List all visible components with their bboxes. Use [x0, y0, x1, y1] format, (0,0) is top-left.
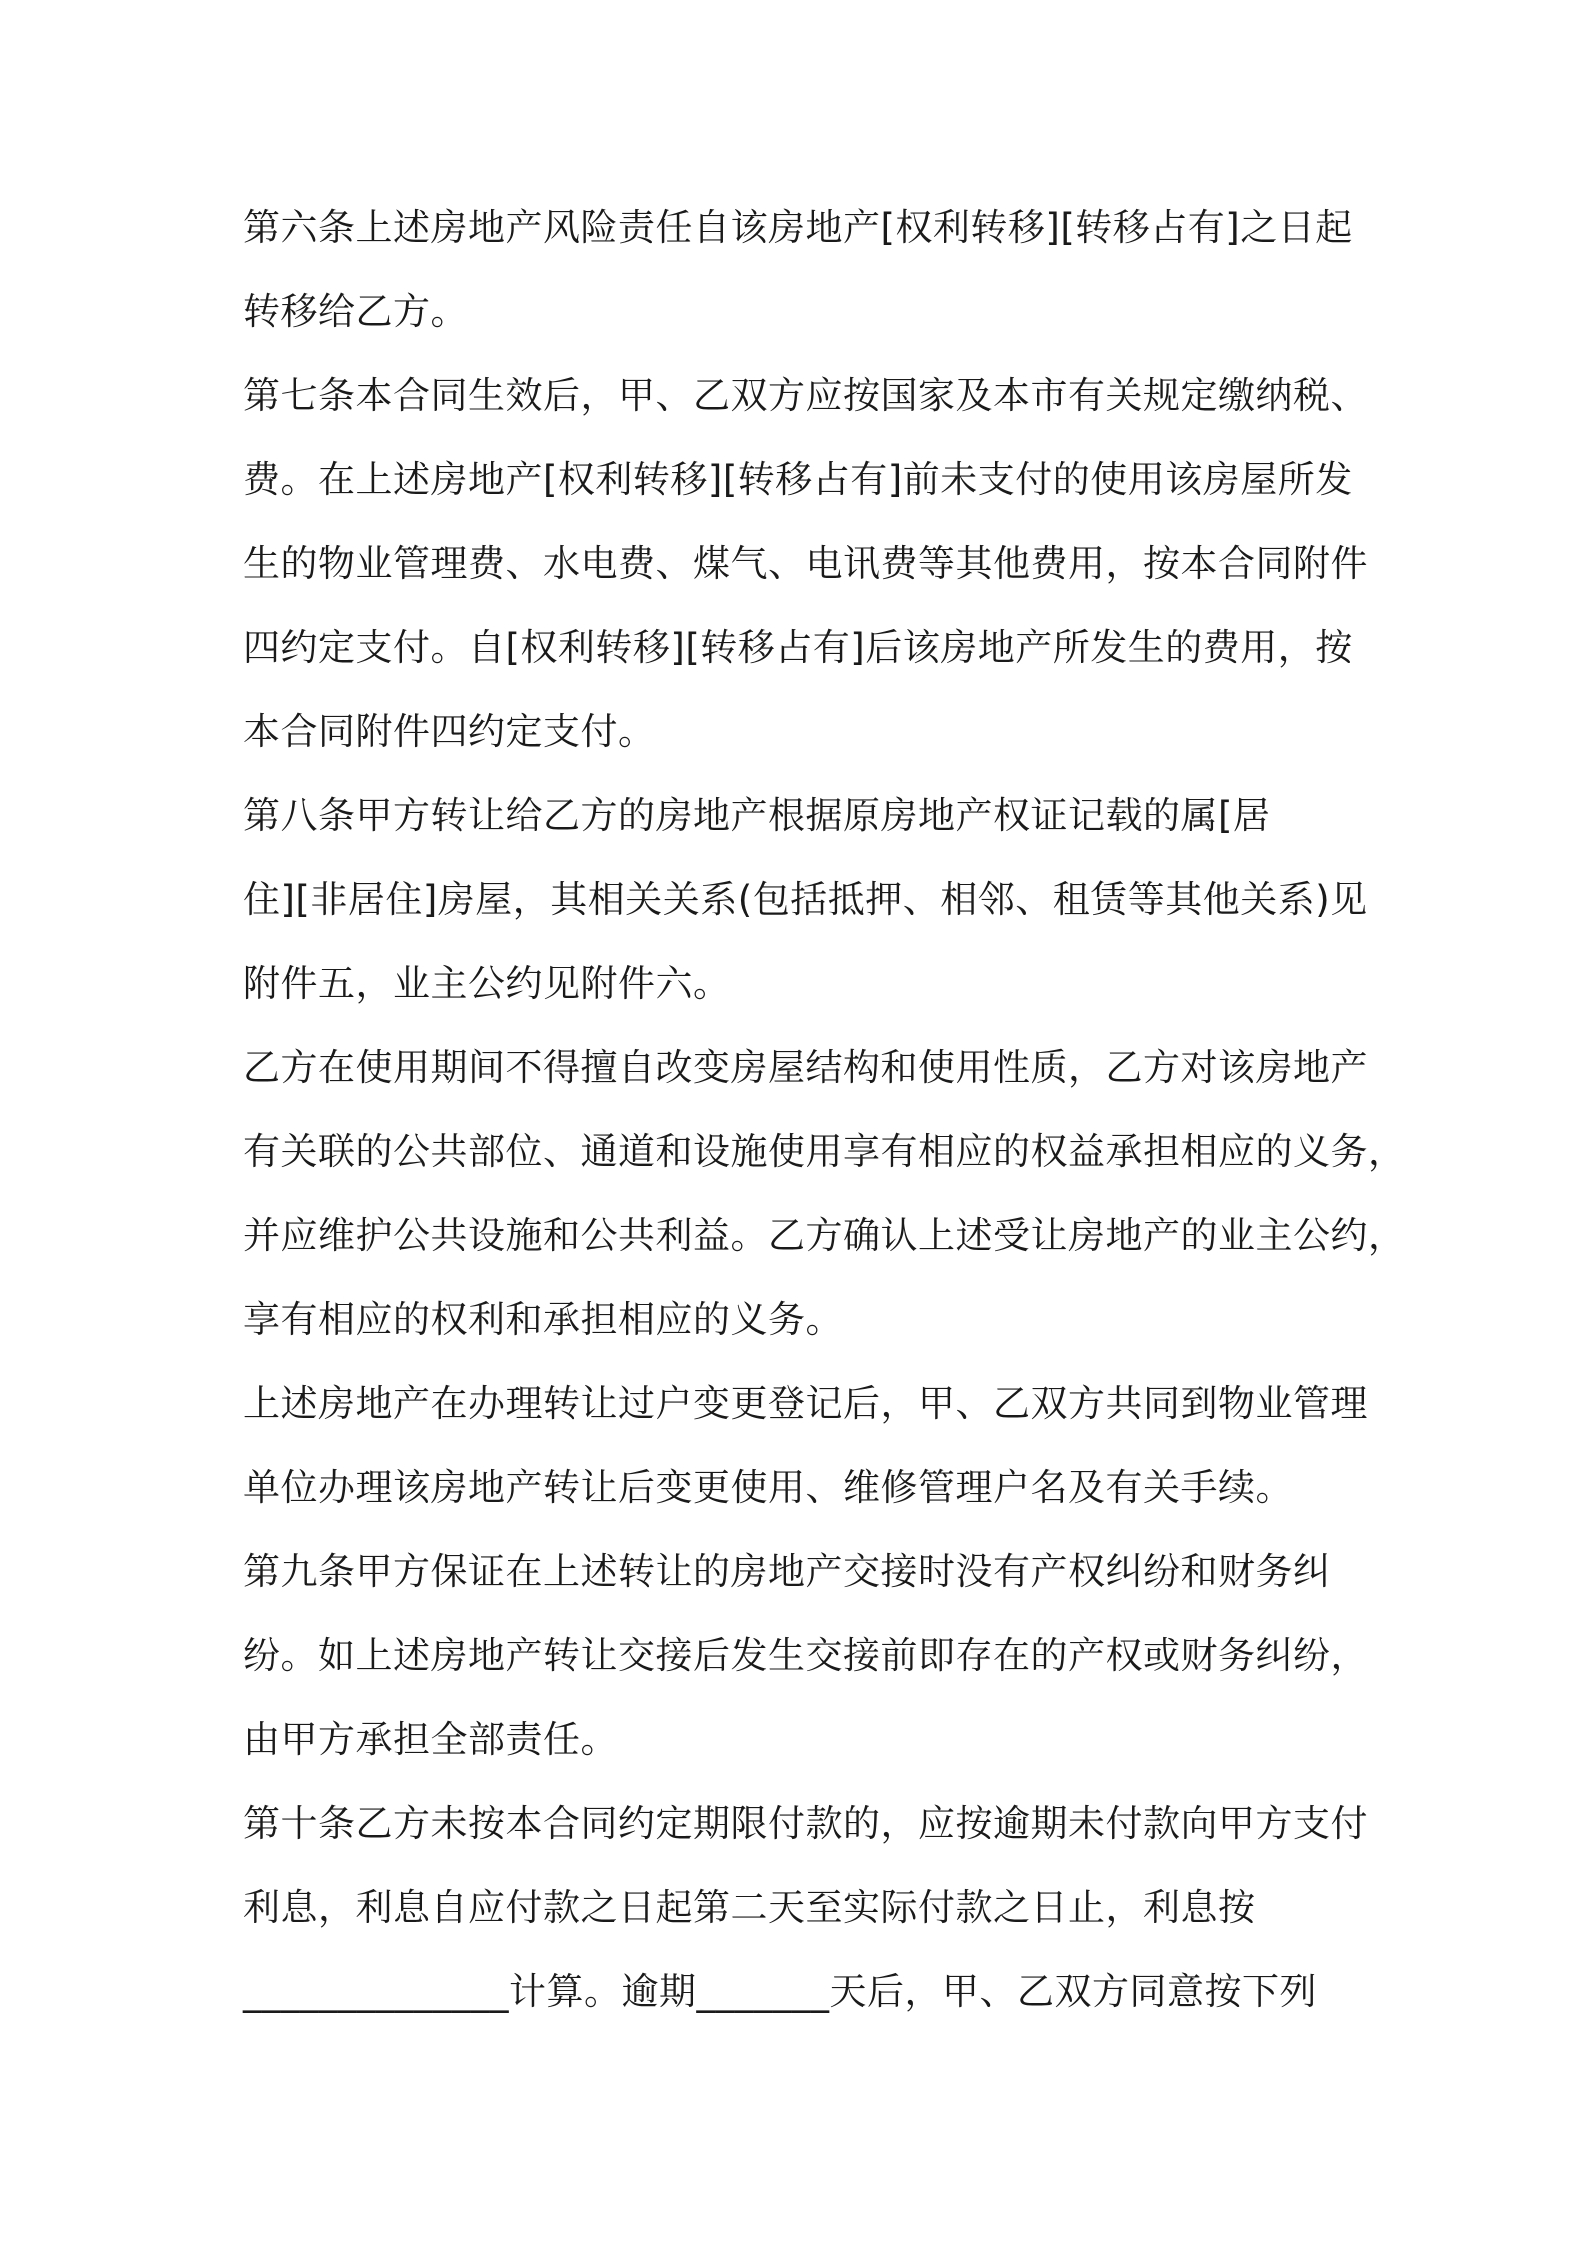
- text-line: 乙方在使用期间不得擅自改变房屋结构和使用性质，乙方对该房地产: [243, 1046, 1368, 1089]
- text-line: 单位办理该房地产转让后变更使用、维修管理户名及有关手续。: [243, 1466, 1293, 1509]
- text-line: 第八条甲方转让给乙方的房地产根据原房地产权证记载的属[居: [243, 794, 1271, 837]
- text-line: 第十条乙方未按本合同约定期限付款的，应按逾期未付款向甲方支付: [243, 1802, 1368, 1845]
- text-line: 享有相应的权利和承担相应的义务。: [243, 1298, 843, 1341]
- text-line: 纷。如上述房地产转让交接后发生交接前即存在的产权或财务纠纷，: [243, 1634, 1368, 1677]
- text-line: 由甲方承担全部责任。: [243, 1718, 618, 1761]
- text-line: ______________计算。逾期_______天后，甲、乙双方同意按下列: [243, 1970, 1317, 2013]
- text-line: 住][非居住]房屋，其相关关系(包括抵押、相邻、租赁等其他关系)见: [243, 878, 1368, 921]
- text-line: 转移给乙方。: [243, 290, 468, 333]
- text-line: 并应维护公共设施和公共利益。乙方确认上述受让房地产的业主公约，: [243, 1214, 1406, 1257]
- text-line: 第六条上述房地产风险责任自该房地产[权利转移][转移占有]之日起: [243, 206, 1353, 249]
- text-line: 本合同附件四约定支付。: [243, 710, 656, 753]
- text-line: 第七条本合同生效后，甲、乙双方应按国家及本市有关规定缴纳税、: [243, 374, 1368, 417]
- text-line: 有关联的公共部位、通道和设施使用享有相应的权益承担相应的义务，: [243, 1130, 1406, 1173]
- text-line: 四约定支付。自[权利转移][转移占有]后该房地产所发生的费用，按: [243, 626, 1353, 669]
- text-line: 上述房地产在办理转让过户变更登记后，甲、乙双方共同到物业管理: [243, 1382, 1368, 1425]
- text-line: 生的物业管理费、水电费、煤气、电讯费等其他费用，按本合同附件: [243, 542, 1368, 585]
- text-line: 附件五，业主公约见附件六。: [243, 962, 731, 1005]
- text-line: 第九条甲方保证在上述转让的房地产交接时没有产权纠纷和财务纠: [243, 1550, 1331, 1593]
- text-line: 费。在上述房地产[权利转移][转移占有]前未支付的使用该房屋所发: [243, 458, 1353, 501]
- text-line: 利息，利息自应付款之日起第二天至实际付款之日止，利息按: [243, 1886, 1256, 1929]
